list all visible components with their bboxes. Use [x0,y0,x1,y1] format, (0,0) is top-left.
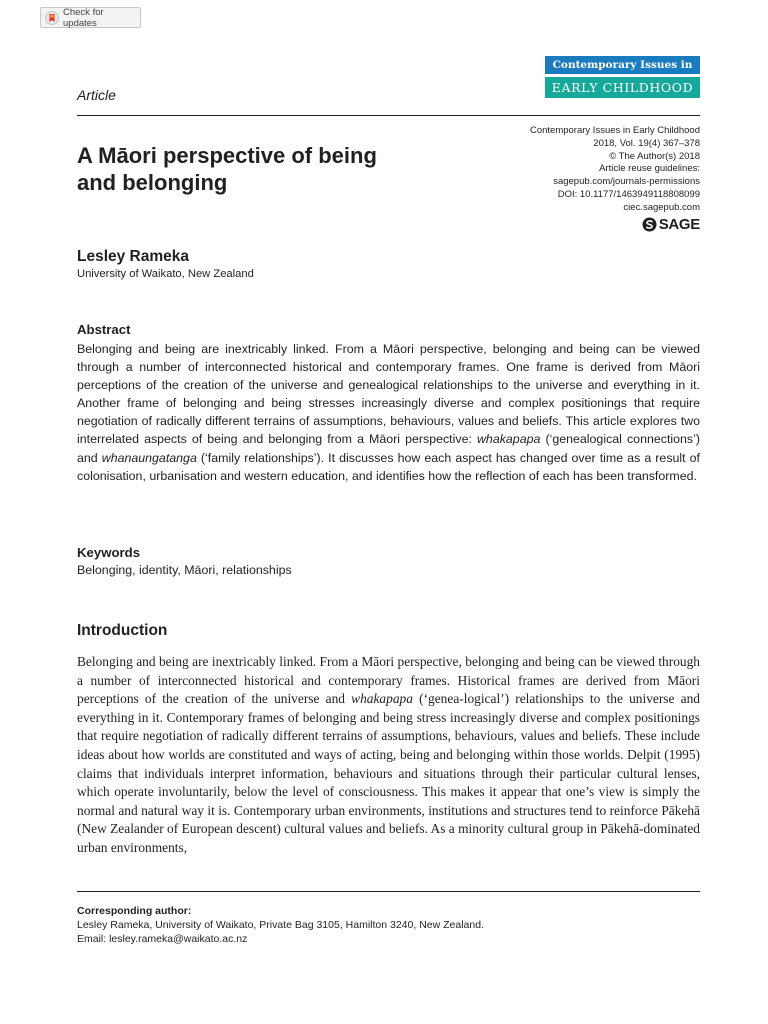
journal-info-copyright: © The Author(s) 2018 [609,150,700,162]
check-for-updates-label: Check for updates [63,6,104,29]
author-affiliation: University of Waikato, New Zealand [77,268,254,280]
journal-info-permissions-link[interactable]: sagepub.com/journals-permissions [553,176,700,188]
sage-s-icon [642,217,657,232]
intro-term-whakapapa: whakapapa [351,691,413,707]
journal-info-name: Contemporary Issues in Early Childhood [529,125,700,136]
check-for-updates-badge[interactable] [40,7,141,28]
introduction-body [77,653,700,858]
journal-info-doi[interactable]: DOI: 10.1177/1463949118808099 [557,188,700,200]
abstract-term-whanaungatanga: whanaungatanga [101,450,197,465]
intro-text-part2: (‘genea-logical’) relationships to the universe and everything in it. Contemporary frames of belonging and being stress increasingly diverse and complex positionings that require negotiation of radically different terrains of assumptions, behaviours, values and beliefs. These include ideas about how worlds are constituted and ways of acting, being and belonging within those worlds. Delpit (1995) claims that individuals interpret information, behaviours and situations through their particular cultural lenses, which operate involuntarily, below the level of consciousness. This makes it appear that one’s view is simply the normal and natural way it is. Contemporary urban environments, institutions and structures tend to reinforce Pākehā (New Zealander of European descent) cultural values and beliefs. As a minority cultural group in Pākehā-dominated urban environments, [77,691,700,855]
abstract-text-part2: (‘genealogical connections’) and [77,432,700,465]
journal-banner [545,56,700,98]
journal-banner-line1: Contemporary Issues in [545,56,700,74]
footnote-address: Lesley Rameka, University of Waikato, Private Bag 3105, Hamilton 3240, New Zealand. [77,919,484,932]
article-type-label: Article [77,87,116,103]
sage-logo [642,216,700,233]
author-name: Lesley Rameka [77,248,190,265]
journal-info-reuse: Article reuse guidelines: [599,163,700,175]
footnote-email[interactable]: Email: lesley.rameka@waikato.ac.nz [77,933,248,946]
keywords-list: Belonging, identity, Māori, relationships [77,563,292,577]
keywords-heading: Keywords [77,545,141,560]
abstract-text-part3: (‘family relationships’). It discusses how each aspect has changed over time as a result of colonisation, urbanisation and western education, and identifies how the reflection of each has been transformed. [77,450,700,483]
footnote-divider [77,891,700,892]
footnote-heading: Corresponding author: [77,905,192,917]
corresponding-author-footnote [77,904,484,947]
journal-banner-line2: EARLY CHILDHOOD [545,77,700,98]
journal-info-site-link[interactable]: ciec.sagepub.com [623,201,700,213]
journal-info-volume: 2018, Vol. 19(4) 367–378 [593,137,700,149]
abstract-heading: Abstract [77,322,131,337]
abstract-body [77,340,700,485]
bookmark-update-icon [45,11,59,25]
intro-text-part1: Belonging and being are inextricably linked. From a Māori perspective, belonging and being can be viewed through a number of interconnected historical and contemporary frames. Historical frames are derived from Māori perceptions of the creation of the universe and [77,654,700,707]
header-divider [77,115,700,116]
journal-info [460,125,700,215]
introduction-heading: Introduction [77,622,168,639]
article-title: A Māori perspective of being and belonging [77,143,377,195]
abstract-text-part1: Belonging and being are inextricably linked. From a Māori perspective, belonging and being can be viewed through a number of interconnected historical and contemporary frames. One frame is derived from Māori perceptions of the creation of the universe and genealogical relationships to the universe and everything in it. Another frame of belonging and being stresses increasingly diverse and complex positionings that require negotiation of radically different terrains of assumptions, behaviours, values and beliefs. This article explores two interrelated aspects of being and belonging from a Māori perspective: [77,342,700,447]
sage-logo-text: SAGE [658,216,700,233]
abstract-term-whakapapa: whakapapa [476,432,541,447]
